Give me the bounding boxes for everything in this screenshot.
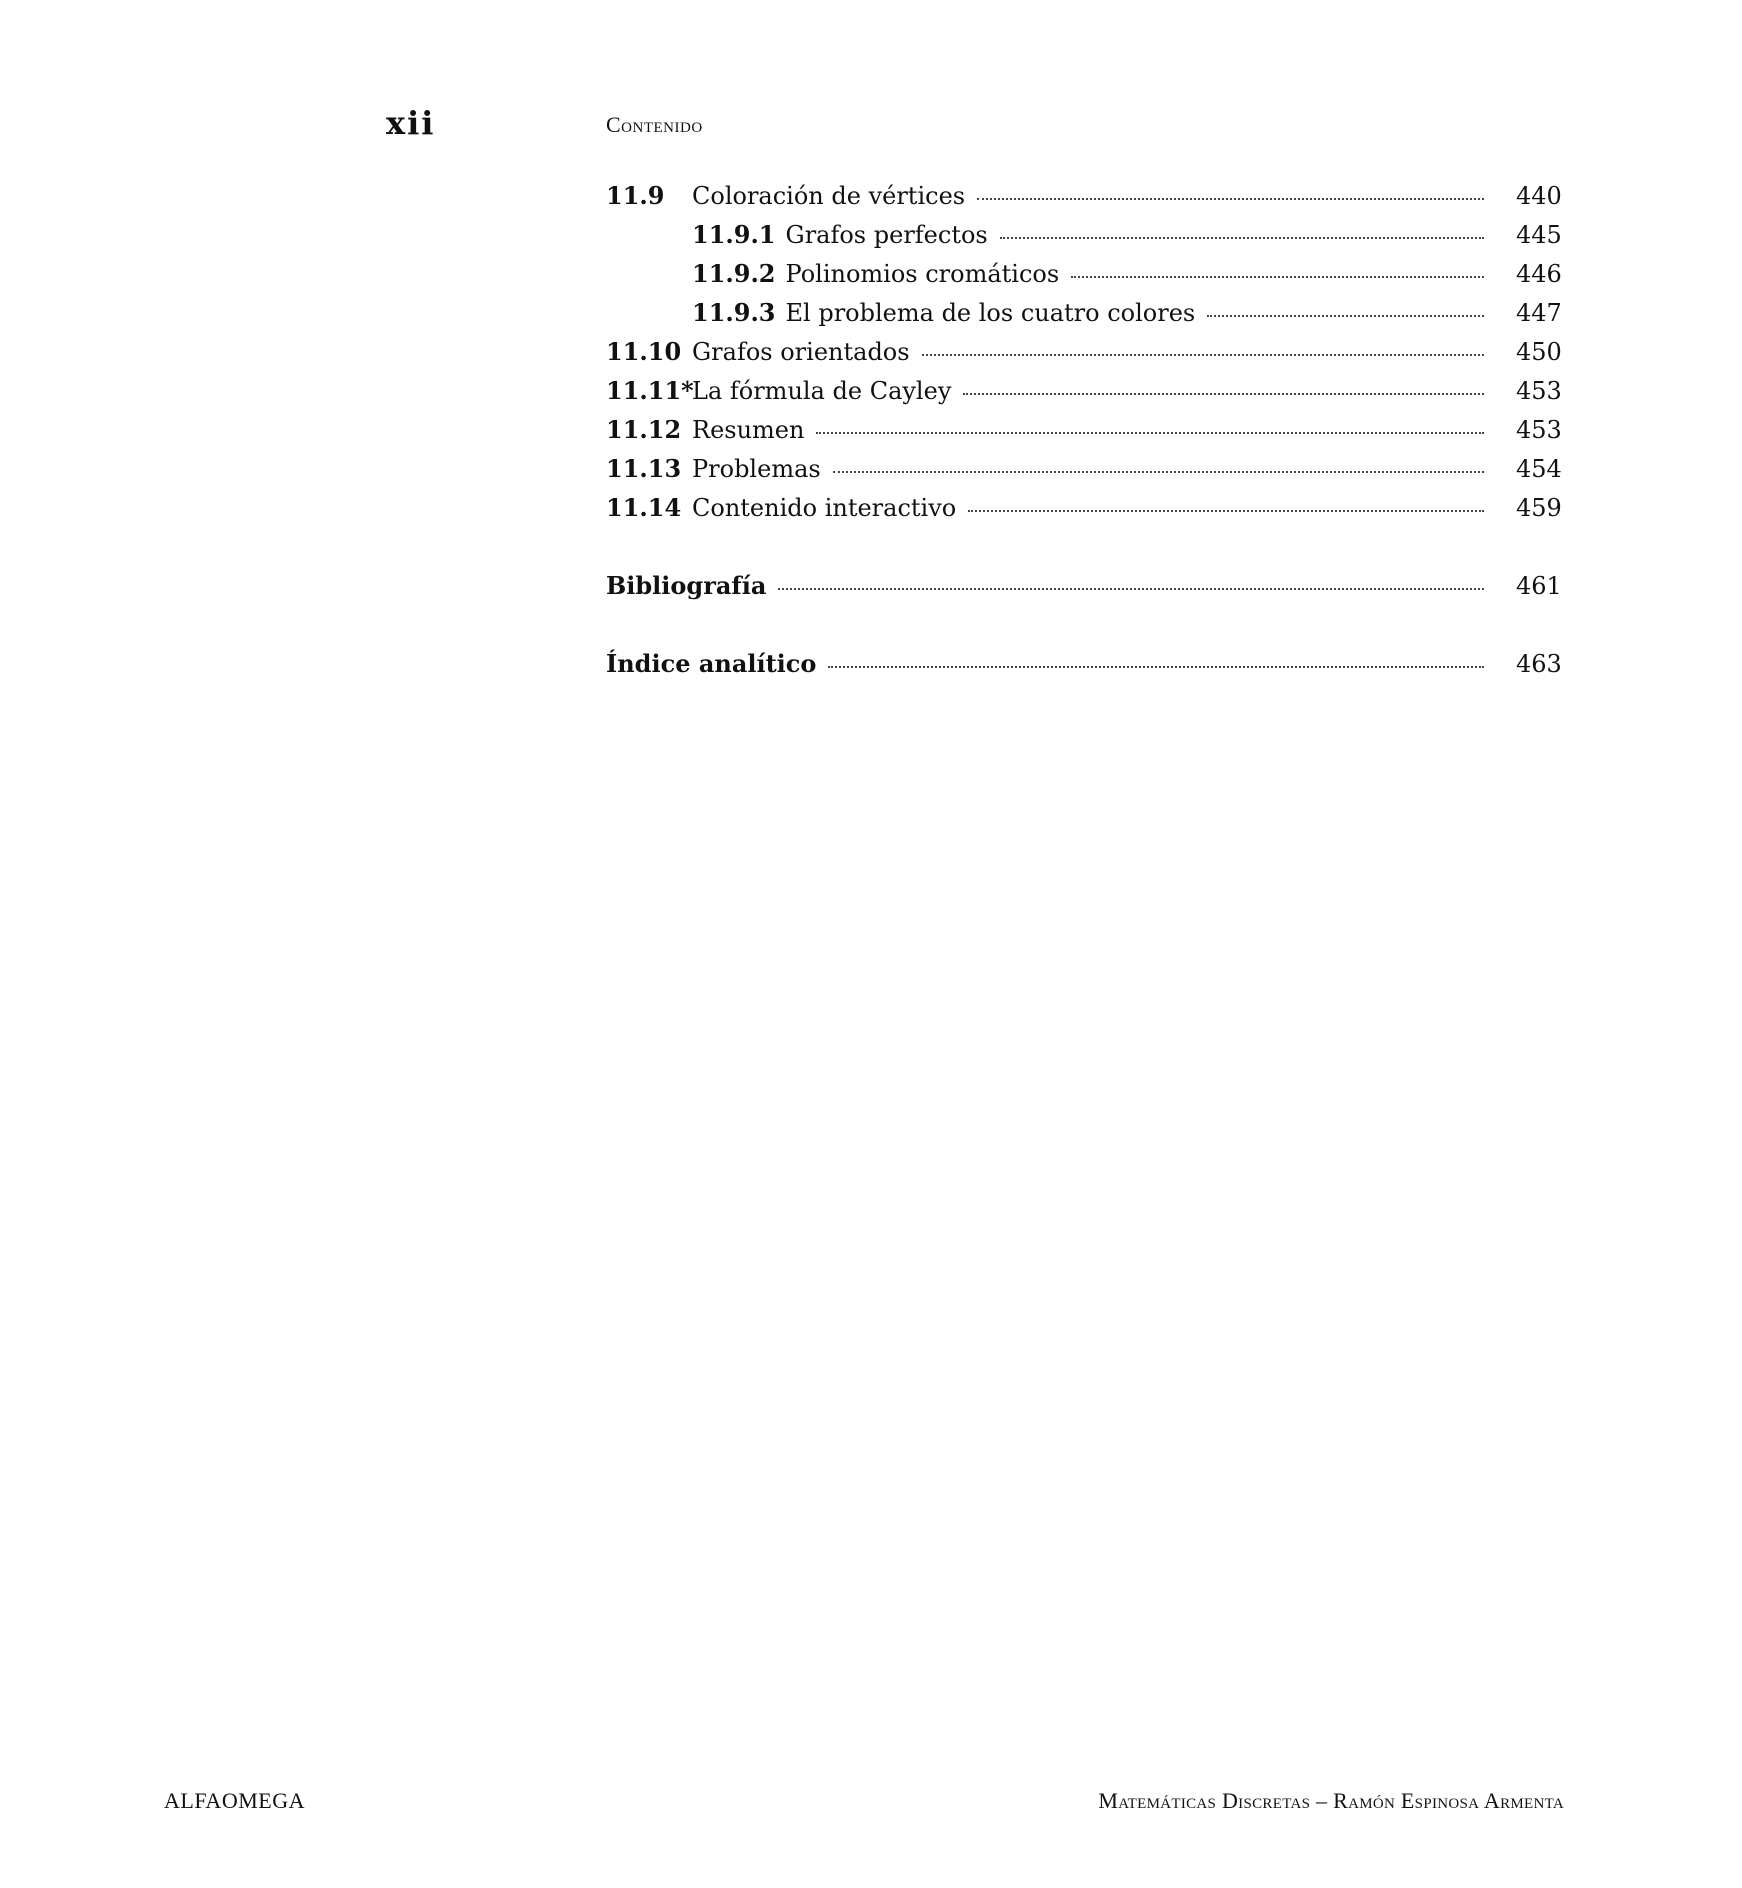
toc-entry-page: 450	[1516, 338, 1562, 366]
dot-leader	[922, 354, 1484, 356]
toc-entry-title: Contenido interactivo	[692, 494, 957, 522]
toc-entry-title: Coloración de vértices	[692, 182, 966, 210]
toc-entry-number: 11.10	[606, 337, 682, 366]
toc-entry-number: 11.13	[606, 454, 682, 483]
running-head: Contenido	[606, 112, 703, 137]
toc-entry-title: La fórmula de Cayley	[692, 377, 952, 405]
dot-leader	[833, 471, 1484, 473]
toc-entry	[606, 376, 1560, 415]
toc-entry-number: 11.11*	[606, 376, 694, 405]
dot-leader	[778, 588, 1484, 590]
dot-leader	[977, 198, 1484, 200]
toc-entry-number: 11.14	[606, 493, 682, 522]
footer-publisher: ALFAOMEGA	[164, 1788, 305, 1813]
dot-leader	[1071, 276, 1484, 278]
toc-entry	[606, 493, 1560, 532]
dot-leader	[1207, 315, 1484, 317]
footer-book-title: Matemáticas Discretas – Ramón Espinosa Armenta	[1098, 1788, 1564, 1813]
toc-entry	[606, 337, 1560, 376]
toc-entry-title: El problema de los cuatro colores	[785, 299, 1196, 327]
toc-entry-page: 453	[1516, 377, 1562, 405]
toc-entry-index	[606, 649, 1560, 688]
toc-entry-number: 11.9.1	[692, 220, 776, 249]
toc-entry-page: 463	[1516, 650, 1562, 678]
toc-entry-page: 453	[1516, 416, 1562, 444]
toc-entry-page: 461	[1516, 572, 1562, 600]
toc-entry-page: 459	[1516, 494, 1562, 522]
toc-entry-title: Grafos perfectos	[785, 221, 988, 249]
dot-leader	[828, 666, 1484, 668]
toc-entry	[606, 454, 1560, 493]
toc-entry-bibliography	[606, 571, 1560, 610]
toc-entry	[606, 415, 1560, 454]
toc-entry-title: Resumen	[692, 416, 805, 444]
toc-entry-number: 11.9	[606, 181, 665, 210]
dot-leader	[1000, 237, 1484, 239]
toc-entry	[606, 220, 1560, 259]
toc-entry-page: 454	[1516, 455, 1562, 483]
toc-entry	[606, 298, 1560, 337]
toc-entry-title: Bibliografía	[606, 571, 767, 600]
toc-entry-page: 447	[1516, 299, 1562, 327]
toc-entry-title: Grafos orientados	[692, 338, 910, 366]
dot-leader	[963, 393, 1484, 395]
toc-entry-number: 11.12	[606, 415, 682, 444]
page-number: xii	[386, 104, 436, 142]
toc-entry-title: Polinomios cromáticos	[785, 260, 1060, 288]
toc-entry-title: Problemas	[692, 455, 821, 483]
dot-leader	[968, 510, 1484, 512]
toc-entry-page: 445	[1516, 221, 1562, 249]
table-of-contents	[606, 181, 1560, 688]
toc-entry-number: 11.9.2	[692, 259, 776, 288]
toc-entry	[606, 181, 1560, 220]
toc-entry-page: 446	[1516, 260, 1562, 288]
dot-leader	[816, 432, 1484, 434]
toc-entry-title: Índice analítico	[606, 649, 817, 678]
toc-entry-page: 440	[1516, 182, 1562, 210]
toc-entry	[606, 259, 1560, 298]
toc-entry-number: 11.9.3	[692, 298, 776, 327]
